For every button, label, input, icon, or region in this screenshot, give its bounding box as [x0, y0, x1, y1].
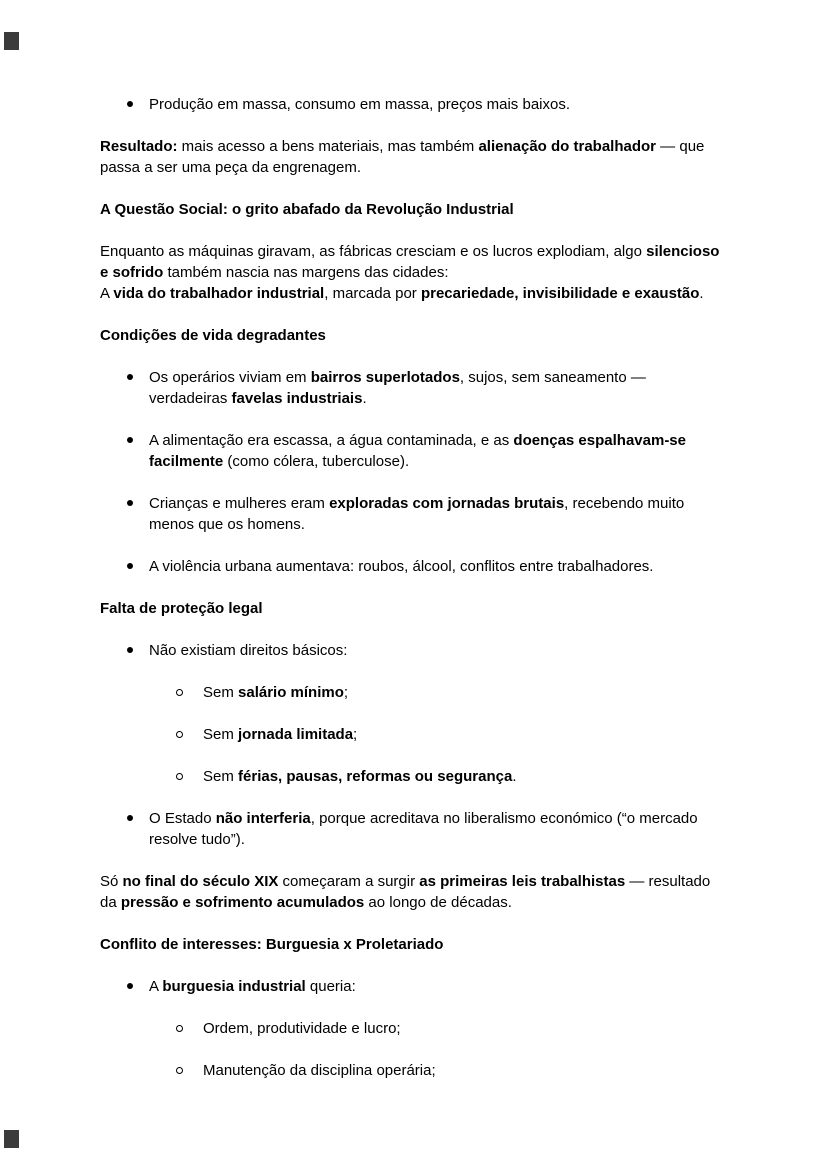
bullet-item: [100, 556, 728, 577]
section-heading: [100, 934, 728, 955]
section-heading: [100, 598, 728, 619]
bold-text-segment: Falta de proteção legal: [100, 600, 263, 617]
text-segment: Enquanto as máquinas giravam, as fábricas cresciam e os lucros explodiam, algo: [100, 243, 647, 260]
text-segment: Sem: [203, 726, 239, 743]
bullet-item: [100, 808, 728, 850]
bullet-item: [100, 640, 728, 661]
text-segment: Crianças e mulheres eram: [149, 495, 330, 512]
bullet-item: [100, 493, 728, 535]
list-item-text: [149, 556, 728, 577]
bullet-marker-icon: [127, 563, 133, 569]
sub-bullet-item: [100, 1060, 728, 1081]
bold-text-segment: no final do século XIX: [122, 873, 279, 890]
hollow-bullet-marker-icon: [176, 689, 183, 696]
list-item-text: [203, 1060, 728, 1081]
paragraph: [100, 136, 728, 178]
text-segment: , marcada por: [324, 285, 421, 302]
bold-text-segment: jornada limitada: [238, 726, 354, 743]
text-segment: (como cólera, tuberculose).: [223, 453, 410, 470]
text-segment: .: [512, 768, 517, 785]
bullet-item: [100, 94, 728, 115]
bold-text-segment: vida do trabalhador industrial: [113, 285, 325, 302]
sub-bullet-item: [100, 1018, 728, 1039]
text-segment: Ordem, produtividade e lucro;: [203, 1020, 401, 1037]
bold-text-segment: exploradas com jornadas brutais: [329, 495, 565, 512]
bold-text-segment: doenças espalhavam-se facilmente: [149, 432, 686, 470]
paragraph: [100, 241, 728, 304]
page-edge-artifact-top: [4, 32, 19, 50]
hollow-bullet-marker-icon: [176, 731, 183, 738]
bold-text-segment: Conflito de interesses: Burguesia x Proletariado: [100, 936, 444, 953]
bullet-marker-icon: [127, 437, 133, 443]
text-segment: , porque acreditava no liberalismo económico (“o mercado resolve tudo”).: [149, 810, 698, 848]
list-item-text: [203, 724, 728, 745]
bold-text-segment: salário mínimo: [238, 684, 344, 701]
text-segment: , sujos, sem saneamento — verdadeiras: [149, 369, 646, 407]
text-segment: .: [699, 285, 704, 302]
section-heading: [100, 199, 728, 220]
list-item-text: [203, 766, 728, 787]
paragraph: [100, 871, 728, 913]
text-segment: ;: [343, 684, 349, 701]
text-segment: Só: [100, 873, 123, 890]
sub-bullet-item: [100, 682, 728, 703]
hollow-bullet-marker-icon: [176, 773, 183, 780]
bullet-marker-icon: [127, 647, 133, 653]
bullet-marker-icon: [127, 101, 133, 107]
bold-text-segment: não interferia: [215, 810, 311, 827]
text-segment: — resultado da: [100, 873, 711, 911]
hollow-bullet-marker-icon: [176, 1025, 183, 1032]
text-segment: A violência urbana aumentava: roubos, álcool, conflitos entre trabalhadores.: [149, 558, 654, 575]
bold-text-segment: favelas industriais: [231, 390, 363, 407]
text-segment: A: [100, 285, 114, 302]
list-item-text: [149, 640, 728, 661]
text-segment: Os operários viviam em: [149, 369, 311, 386]
document-body: [100, 94, 728, 1102]
text-segment: A alimentação era escassa, a água contaminada, e as: [149, 432, 514, 449]
bullet-item: [100, 976, 728, 997]
list-item-text: [149, 976, 728, 997]
bold-text-segment: alienação do trabalhador: [478, 138, 657, 155]
bold-text-segment: A Questão Social: o grito abafado da Revolução Industrial: [100, 201, 514, 218]
text-segment: também nascia nas margens das cidades:: [163, 264, 449, 281]
text-segment: mais acesso a bens materiais, mas também: [177, 138, 479, 155]
text-segment: Sem: [203, 768, 239, 785]
bold-text-segment: bairros superlotados: [310, 369, 460, 386]
text-segment: Não existiam direitos básicos:: [149, 642, 348, 659]
bullet-marker-icon: [127, 983, 133, 989]
text-segment: Produção em massa, consumo em massa, preços mais baixos.: [149, 96, 571, 113]
text-segment: ;: [353, 726, 358, 743]
bold-text-segment: as primeiras leis trabalhistas: [419, 873, 626, 890]
text-segment: Sem: [203, 684, 239, 701]
list-item-text: [203, 682, 728, 703]
list-item-text: [149, 94, 728, 115]
bullet-item: [100, 367, 728, 409]
bullet-marker-icon: [127, 815, 133, 821]
bullet-marker-icon: [127, 374, 133, 380]
sub-bullet-item: [100, 724, 728, 745]
bold-text-segment: silencioso e sofrido: [100, 243, 720, 281]
list-item-text: [149, 430, 728, 472]
page-edge-artifact-bottom: [4, 1130, 19, 1148]
text-segment: ao longo de décadas.: [364, 894, 512, 911]
text-segment: queria:: [305, 978, 356, 995]
text-segment: A: [149, 978, 163, 995]
text-segment: — que passa a ser uma peça da engrenagem.: [100, 138, 705, 176]
text-segment: O Estado: [149, 810, 216, 827]
text-segment: , recebendo muito menos que os homens.: [149, 495, 685, 533]
bullet-item: [100, 430, 728, 472]
text-segment: .: [362, 390, 367, 407]
section-heading: [100, 325, 728, 346]
list-item-text: [203, 1018, 728, 1039]
list-item-text: [149, 808, 728, 850]
list-item-text: [149, 367, 728, 409]
bold-text-segment: burguesia industrial: [162, 978, 306, 995]
hollow-bullet-marker-icon: [176, 1067, 183, 1074]
bold-text-segment: Condições de vida degradantes: [100, 327, 326, 344]
bold-text-segment: pressão e sofrimento acumulados: [120, 894, 365, 911]
bullet-marker-icon: [127, 500, 133, 506]
bold-text-segment: Resultado:: [100, 138, 178, 155]
text-segment: começaram a surgir: [278, 873, 420, 890]
text-segment: Manutenção da disciplina operária;: [203, 1062, 436, 1079]
bold-text-segment: precariedade, invisibilidade e exaustão: [420, 285, 700, 302]
list-item-text: [149, 493, 728, 535]
bold-text-segment: férias, pausas, reformas ou segurança: [238, 768, 513, 785]
sub-bullet-item: [100, 766, 728, 787]
